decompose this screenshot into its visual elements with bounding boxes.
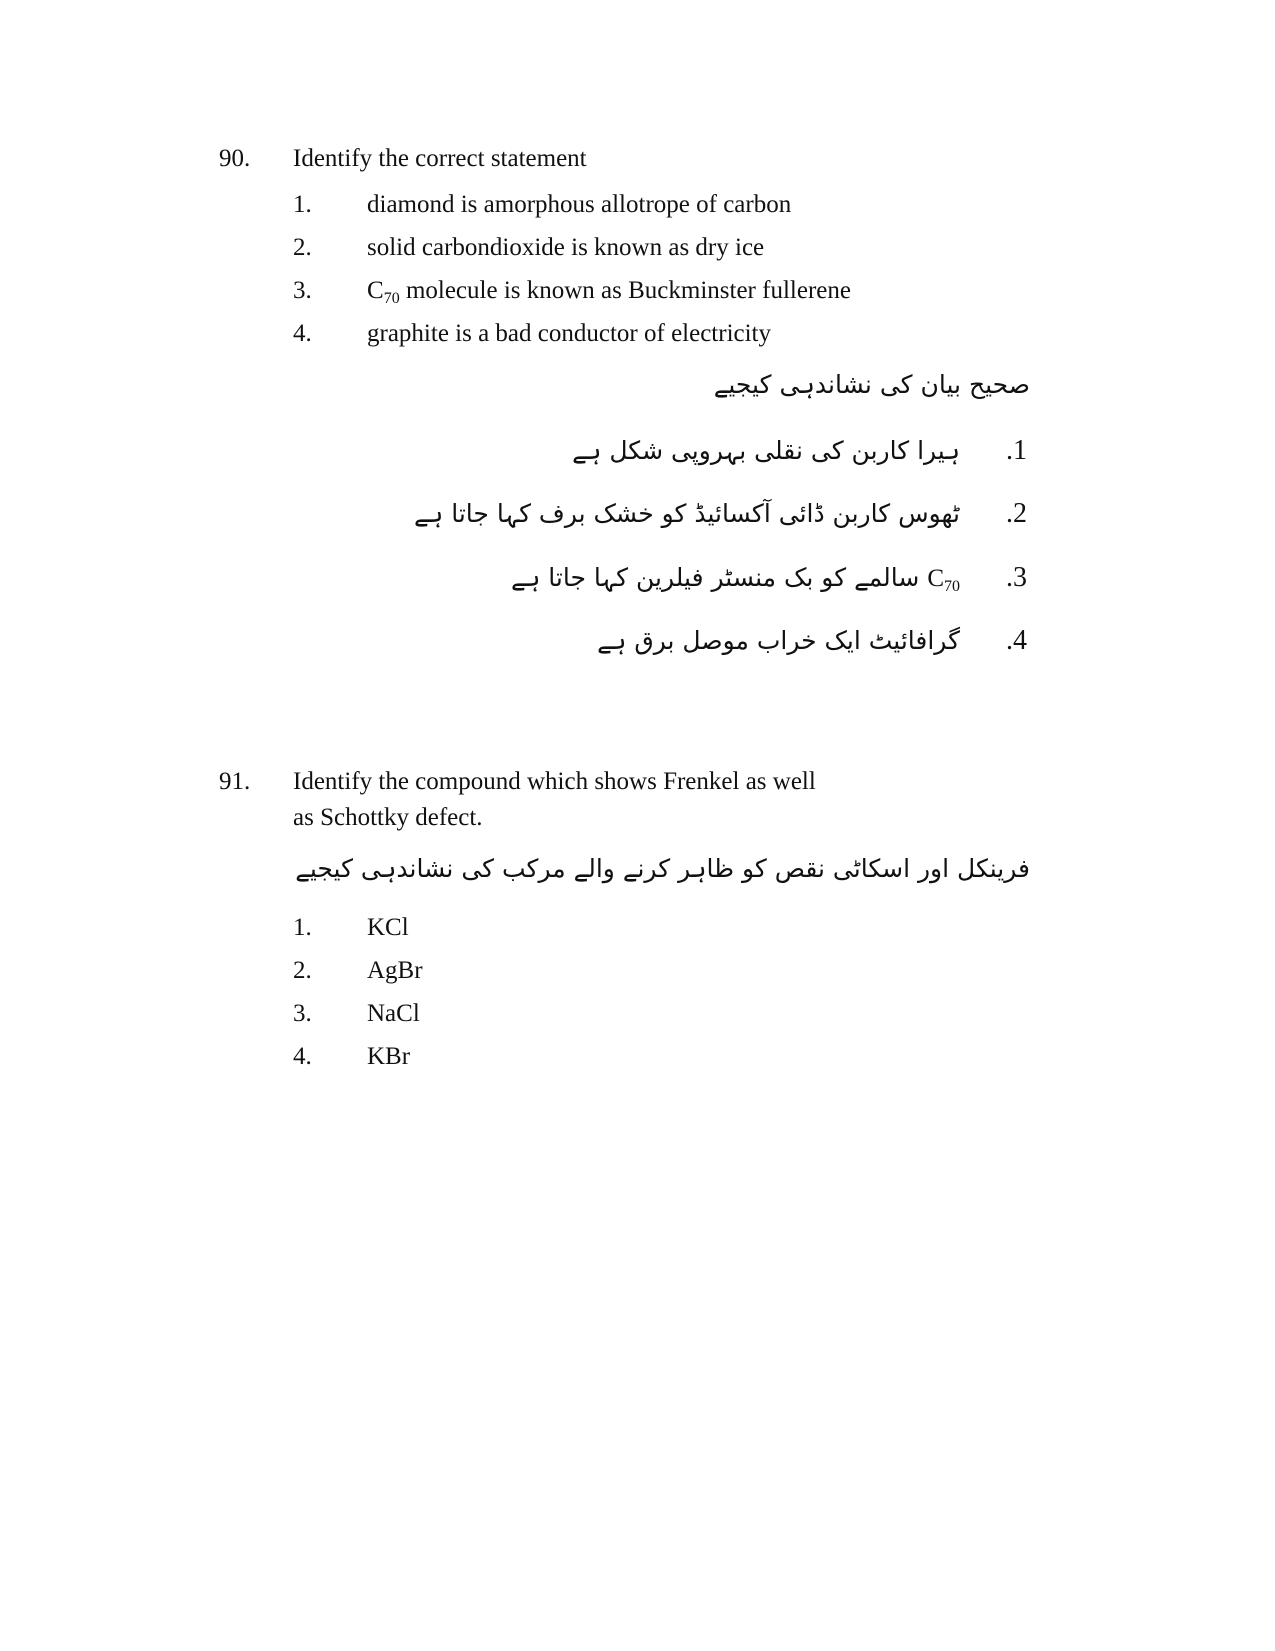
option-number: 3. [293, 277, 312, 304]
option-number: 1. [293, 914, 312, 941]
option-text: solid carbondioxide is known as dry ice [367, 234, 765, 261]
option-number: 3. [293, 1000, 312, 1027]
question-91-text-line-2: as Schottky defect. [293, 804, 483, 831]
formula-subscript: 70 [944, 578, 960, 595]
question-91-text [293, 764, 913, 836]
option-text: NaCl [367, 1000, 420, 1027]
option-number: 1. [293, 191, 312, 218]
option-text: graphite is a bad conductor of electricity [367, 320, 772, 347]
formula-c: C [367, 277, 384, 304]
option-text: KCl [367, 914, 409, 941]
formula-c: C [927, 565, 944, 592]
urdu-option-text: ٹھوس کاربن ڈائی آکسائیڈ کو خشک برف کہا جاتا ہے [413, 499, 960, 528]
urdu-option-number: .1 [1006, 435, 1027, 466]
question-90-text: Identify the correct statement [293, 145, 587, 172]
option-number: 2. [293, 957, 312, 984]
option-text: AgBr [367, 957, 423, 984]
question-90-urdu-prompt: صحیح بیان کی نشاندہی کیجیے [713, 370, 1030, 399]
question-90-number: 90. [219, 145, 251, 172]
formula-subscript: 70 [383, 290, 400, 307]
option-number: 4. [293, 320, 312, 347]
question-91-text-line-1: Identify the compound which shows Frenkel as well [293, 768, 816, 795]
urdu-option-text: گرافائیٹ ایک خراب موصل برق ہے [597, 626, 960, 655]
option-text: KBr [367, 1043, 411, 1070]
option-number: 2. [293, 234, 312, 261]
urdu-option-text [511, 561, 960, 604]
question-91-urdu-prompt: فرینکل اور اسکاٹی نقص کو ظاہر کرنے والے مرکب کی نشاندہی کیجیے [295, 854, 1030, 883]
option-number: 4. [293, 1043, 312, 1070]
urdu-option-text-rest: سالمے کو بک منسٹر فیلرین کہا جاتا ہے [511, 563, 920, 592]
question-91-number: 91. [219, 768, 251, 795]
option-text-rest: molecule is known as Buckminster fullerene [399, 277, 851, 304]
option-text [367, 276, 851, 314]
option-text: diamond is amorphous allotrope of carbon [367, 191, 792, 218]
urdu-option-number: .4 [1006, 625, 1027, 656]
urdu-option-text: ہیرا کاربن کی نقلی بہروپی شکل ہے [572, 436, 960, 465]
urdu-option-number: .3 [1006, 562, 1027, 593]
urdu-option-number: .2 [1006, 498, 1027, 529]
